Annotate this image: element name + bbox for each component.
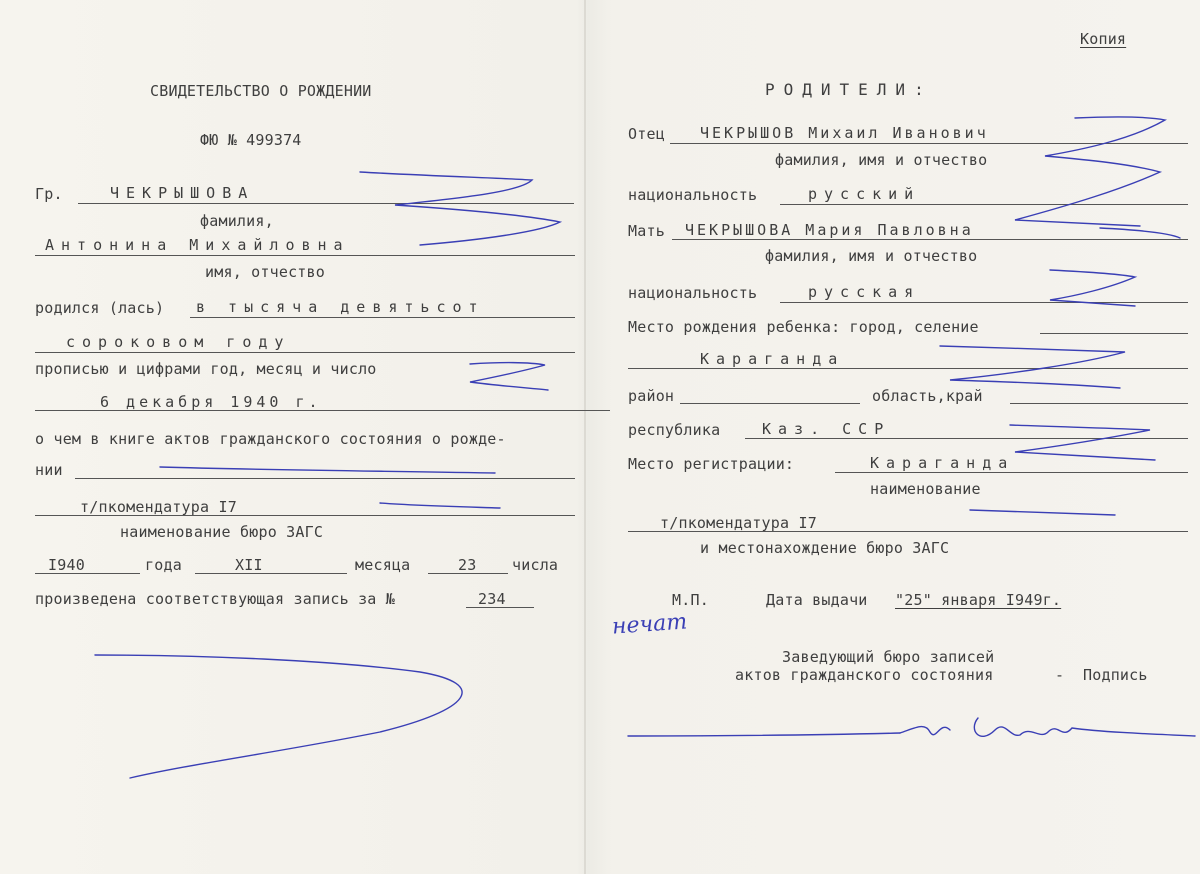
mother-nationality: русская [808,283,921,301]
scribble-father [1015,117,1165,226]
scribble-date [470,363,548,390]
gr-label: Гр. [35,185,63,203]
regplace-caption: наименование [870,480,981,498]
name-caption: имя, отчество [205,263,325,281]
zags-caption: наименование бюро ЗАГС [120,523,324,541]
reg-year: I940 [48,556,85,574]
issue-label: Дата выдачи [766,591,868,609]
born-words-1: в тысяча девятьсот [196,298,485,316]
scribble-large [95,655,462,778]
certificate-serial: ФЮ № 499374 [200,131,302,149]
mother-nat-label: национальность [628,284,758,302]
district-label: район [628,387,675,405]
father-name: ЧЕКРЫШОВ Михаил Иванович [700,124,989,142]
mp-stamp-place: М.П. [672,591,709,609]
month-label: месяца [355,556,411,574]
record-number: 234 [478,590,506,608]
day-label: числа [512,556,559,574]
reg-month: XII [235,556,263,574]
head-dash: - [1055,666,1065,684]
year-label: года [145,556,182,574]
surname-caption: фамилия, [200,212,274,230]
father-caption: фамилия, имя и отчество [775,151,988,169]
regplace-zags: т/пкомендатура I7 [660,514,817,532]
head-title-2: актов гражданского состояния [735,666,994,684]
head-title-1: Заведующий бюро записей [782,648,995,666]
born-label: родился (лась) [35,299,165,317]
copy-mark: Копия [1080,30,1127,48]
region-label: область,край [872,387,983,405]
birthplace-label: Место рождения ребенка: город, селение [628,318,979,336]
signature-line [628,733,900,736]
regplace-label: Место регистрации: [628,455,795,473]
signature-label: Подпись [1083,666,1148,684]
mother-name: ЧЕКРЫШОВА Мария Павловна [685,221,974,239]
scribble-birthplace [940,346,1125,388]
reg-day: 23 [458,556,477,574]
child-name: Антонина Михайловна [45,236,350,254]
scribble-nationality [1050,270,1135,306]
zags-name: т/пкомендатура I7 [80,498,237,516]
certificate-title: СВИДЕТЕЛЬСТВО О РОЖДЕНИИ [150,82,372,100]
birthplace: Караганда [700,350,845,368]
scribble-record [160,467,495,473]
regplace-caption-2: и местонахождение бюро ЗАГС [700,539,950,557]
born-words-2: сороковом году [66,333,291,351]
scribble-republic [1010,425,1155,460]
father-nationality: русский [808,185,921,203]
republic: Каз. ССР [762,420,891,438]
scribble-zags-right [970,510,1115,515]
born-caption: прописью и цифрами год, месяц и число [35,360,377,378]
child-surname: ЧЕКРЫШОВА [110,184,255,202]
scribble-zags [380,503,500,508]
record-text-2: нии [35,461,63,479]
scribble-surname [360,172,560,245]
issue-date: "25" января I949г. [895,591,1062,609]
scribble-mother [1100,228,1180,238]
republic-label: республика [628,421,721,439]
mother-caption: фамилия, имя и отчество [765,247,978,265]
father-nat-label: национальность [628,186,758,204]
handwritten-note: нечат [611,609,688,640]
mother-label: Мать [628,222,665,240]
signature-scrawl [900,718,1195,736]
parents-title: РОДИТЕЛИ: [765,80,933,99]
regplace: Караганда [870,454,1015,472]
record-label: произведена соответствующая запись за № [35,590,395,608]
born-digits: 6 декабря 1940 г. [100,393,322,411]
father-label: Отец [628,125,665,143]
record-text-1: о чем в книге актов гражданского состояния о рожде- [35,430,506,448]
